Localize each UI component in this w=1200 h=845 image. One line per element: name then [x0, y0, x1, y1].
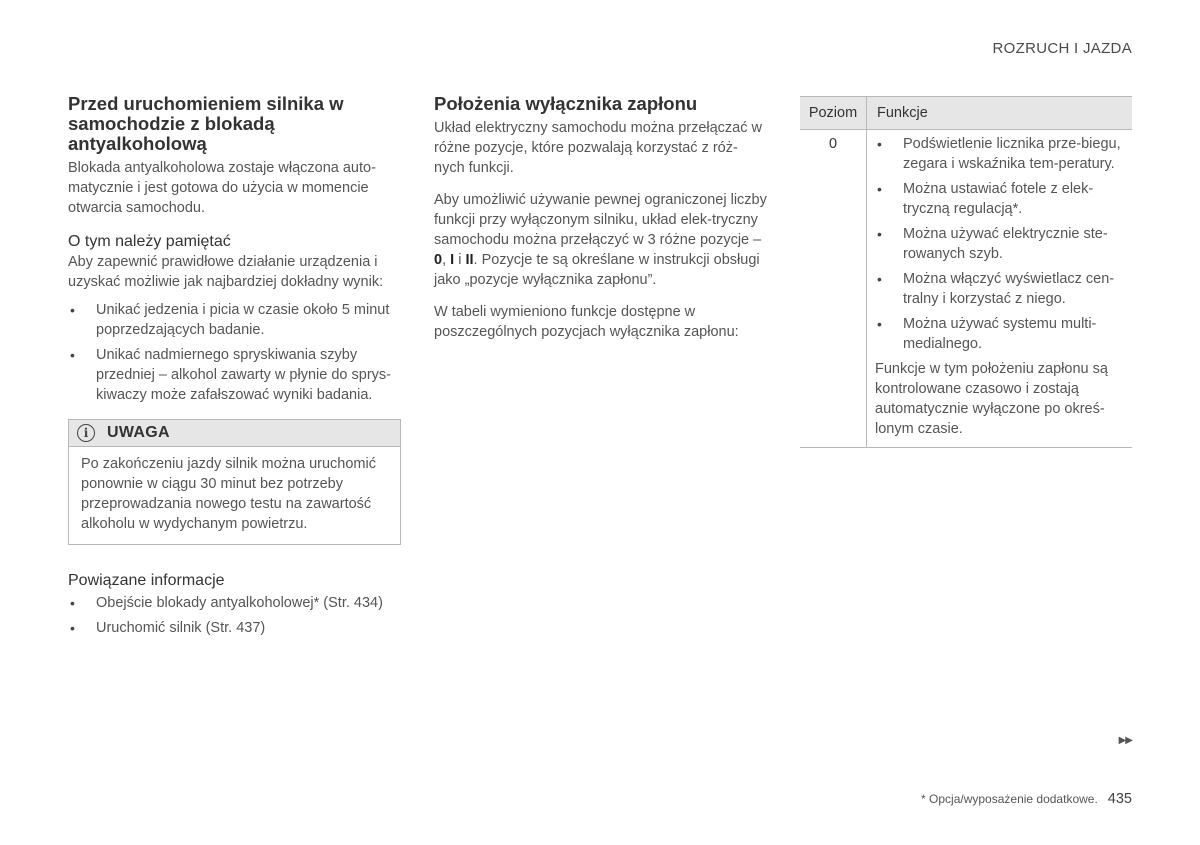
- footnote: * Opcja/wyposażenie dodatkowe.: [921, 792, 1098, 806]
- list-item: [875, 224, 1124, 264]
- ignition-positions-text: [434, 190, 768, 290]
- row-note: Funkcje w tym położeniu zapłonu są kontrolowane czasowo i zostają automatycznie wyłączone po okreś-lonym czasie.: [875, 361, 1108, 437]
- bullet-icon: •: [70, 347, 75, 363]
- alcolock-intro: Blokada antyalkoholowa zostaje włączona auto-matycznie i jest gotowa do użycia w momencie otwarcia samochodu.: [68, 160, 376, 216]
- section-title-alcolock: Przed uruchomieniem silnika w samochodzie z blokadą antyalkoholową: [68, 93, 344, 154]
- bullet-icon: •: [877, 226, 882, 242]
- next-page-icon: ▶▶: [1118, 735, 1132, 746]
- note-box: [68, 419, 401, 545]
- header-level: Poziom: [800, 97, 867, 129]
- list-item-text: Można używać elektrycznie ste-rowanych szyb.: [903, 226, 1108, 262]
- bullet-icon: •: [877, 136, 882, 152]
- related-link[interactable]: [68, 593, 401, 613]
- list-item-text: Można ustawiać fotele z elek-tryczną regulacją*.: [903, 181, 1094, 217]
- row-functions: [867, 130, 1132, 447]
- bullet-icon: •: [70, 620, 75, 636]
- table-row: [800, 130, 1132, 448]
- remember-text: Aby zapewnić prawidłowe działanie urządzenia i uzyskać możliwie jak najbardziej dokładny wynik:: [68, 254, 384, 290]
- table-header: [800, 96, 1132, 130]
- bullet-icon: •: [877, 181, 882, 197]
- list-item-text: Podświetlenie licznika prze-biegu, zegara i wskaźnika tem-peratury.: [903, 136, 1121, 172]
- list-item: [875, 269, 1124, 309]
- note-title: UWAGA: [107, 424, 170, 441]
- column-left: [68, 94, 401, 643]
- bullet-icon: •: [877, 271, 882, 287]
- related-link[interactable]: [68, 618, 401, 638]
- related-info: [68, 571, 401, 638]
- position-ii: II: [465, 252, 474, 268]
- list-item-text: Unikać jedzenia i picia w czasie około 5 minut poprzedzających badanie.: [96, 302, 390, 338]
- list-item-text: Można używać systemu multi-medialnego.: [903, 316, 1097, 352]
- table-intro: W tabeli wymieniono funkcje dostępne w poszczególnych pozycjach wyłącznika zapłonu:: [434, 304, 739, 340]
- column-middle: [434, 94, 768, 354]
- list-item: [875, 134, 1124, 174]
- list-item: [875, 179, 1124, 219]
- list-item: [68, 345, 401, 405]
- note-header: [69, 420, 400, 447]
- bullet-icon: •: [70, 302, 75, 318]
- remember-heading: O tym należy pamiętać: [68, 233, 231, 250]
- section-header: ROZRUCH I JAZDA: [992, 40, 1132, 57]
- list-item-text: Unikać nadmiernego spryskiwania szyby przedniej – alkohol zawarty w płynie do sprys-kiwaczy może zafałszować wyniki badania.: [96, 347, 391, 403]
- separator: i: [454, 252, 466, 268]
- functions-list: [875, 134, 1124, 354]
- list-item: [68, 300, 401, 340]
- section-title-ignition: Położenia wyłącznika zapłonu: [434, 93, 698, 114]
- separator: ,: [442, 252, 451, 268]
- note-text: Po zakończeniu jazdy silnik można uruchomić ponownie w ciągu 30 minut bez potrzeby przeprowadzania nowego testu na zawartość alkoholu w wydychanym powietrzu.: [81, 456, 376, 532]
- related-link-text[interactable]: Uruchomić silnik (Str. 437): [96, 620, 266, 636]
- header-functions: Funkcje: [877, 105, 928, 121]
- related-list: [68, 593, 401, 638]
- row-level: 0: [800, 130, 867, 447]
- info-icon: i: [77, 424, 95, 442]
- list-item-text: Można włączyć wyświetlacz cen-tralny i korzystać z niego.: [903, 271, 1115, 307]
- bullet-icon: •: [70, 595, 75, 611]
- related-link-text[interactable]: Obejście blokady antyalkoholowej* (Str. 434): [96, 595, 383, 611]
- functions-table: [800, 96, 1132, 448]
- column-right: [800, 94, 1132, 448]
- ignition-intro: Układ elektryczny samochodu można przełączać w różne pozycje, które pozwalają korzystać z róż-nych funkcji.: [434, 120, 762, 176]
- position-i: I: [450, 252, 455, 268]
- list-item: [875, 314, 1124, 354]
- bullet-icon: •: [877, 316, 882, 332]
- page-footer: [921, 791, 1132, 807]
- related-heading: Powiązane informacje: [68, 572, 225, 589]
- page-number: 435: [1107, 791, 1132, 807]
- position-0: 0: [434, 252, 443, 268]
- remember-list: [68, 300, 401, 405]
- positions-text-start: Aby umożliwić używanie pewnej ograniczonej liczby funkcji przy wyłączonym silniku, układ elek-tryczny samochodu można przełączyć w 3 różne pozycje –: [434, 192, 767, 248]
- positions-text-end: . Pozycje te są określane w instrukcji obsługi jako „pozycje wyłącznika zapłonu”.: [434, 252, 760, 288]
